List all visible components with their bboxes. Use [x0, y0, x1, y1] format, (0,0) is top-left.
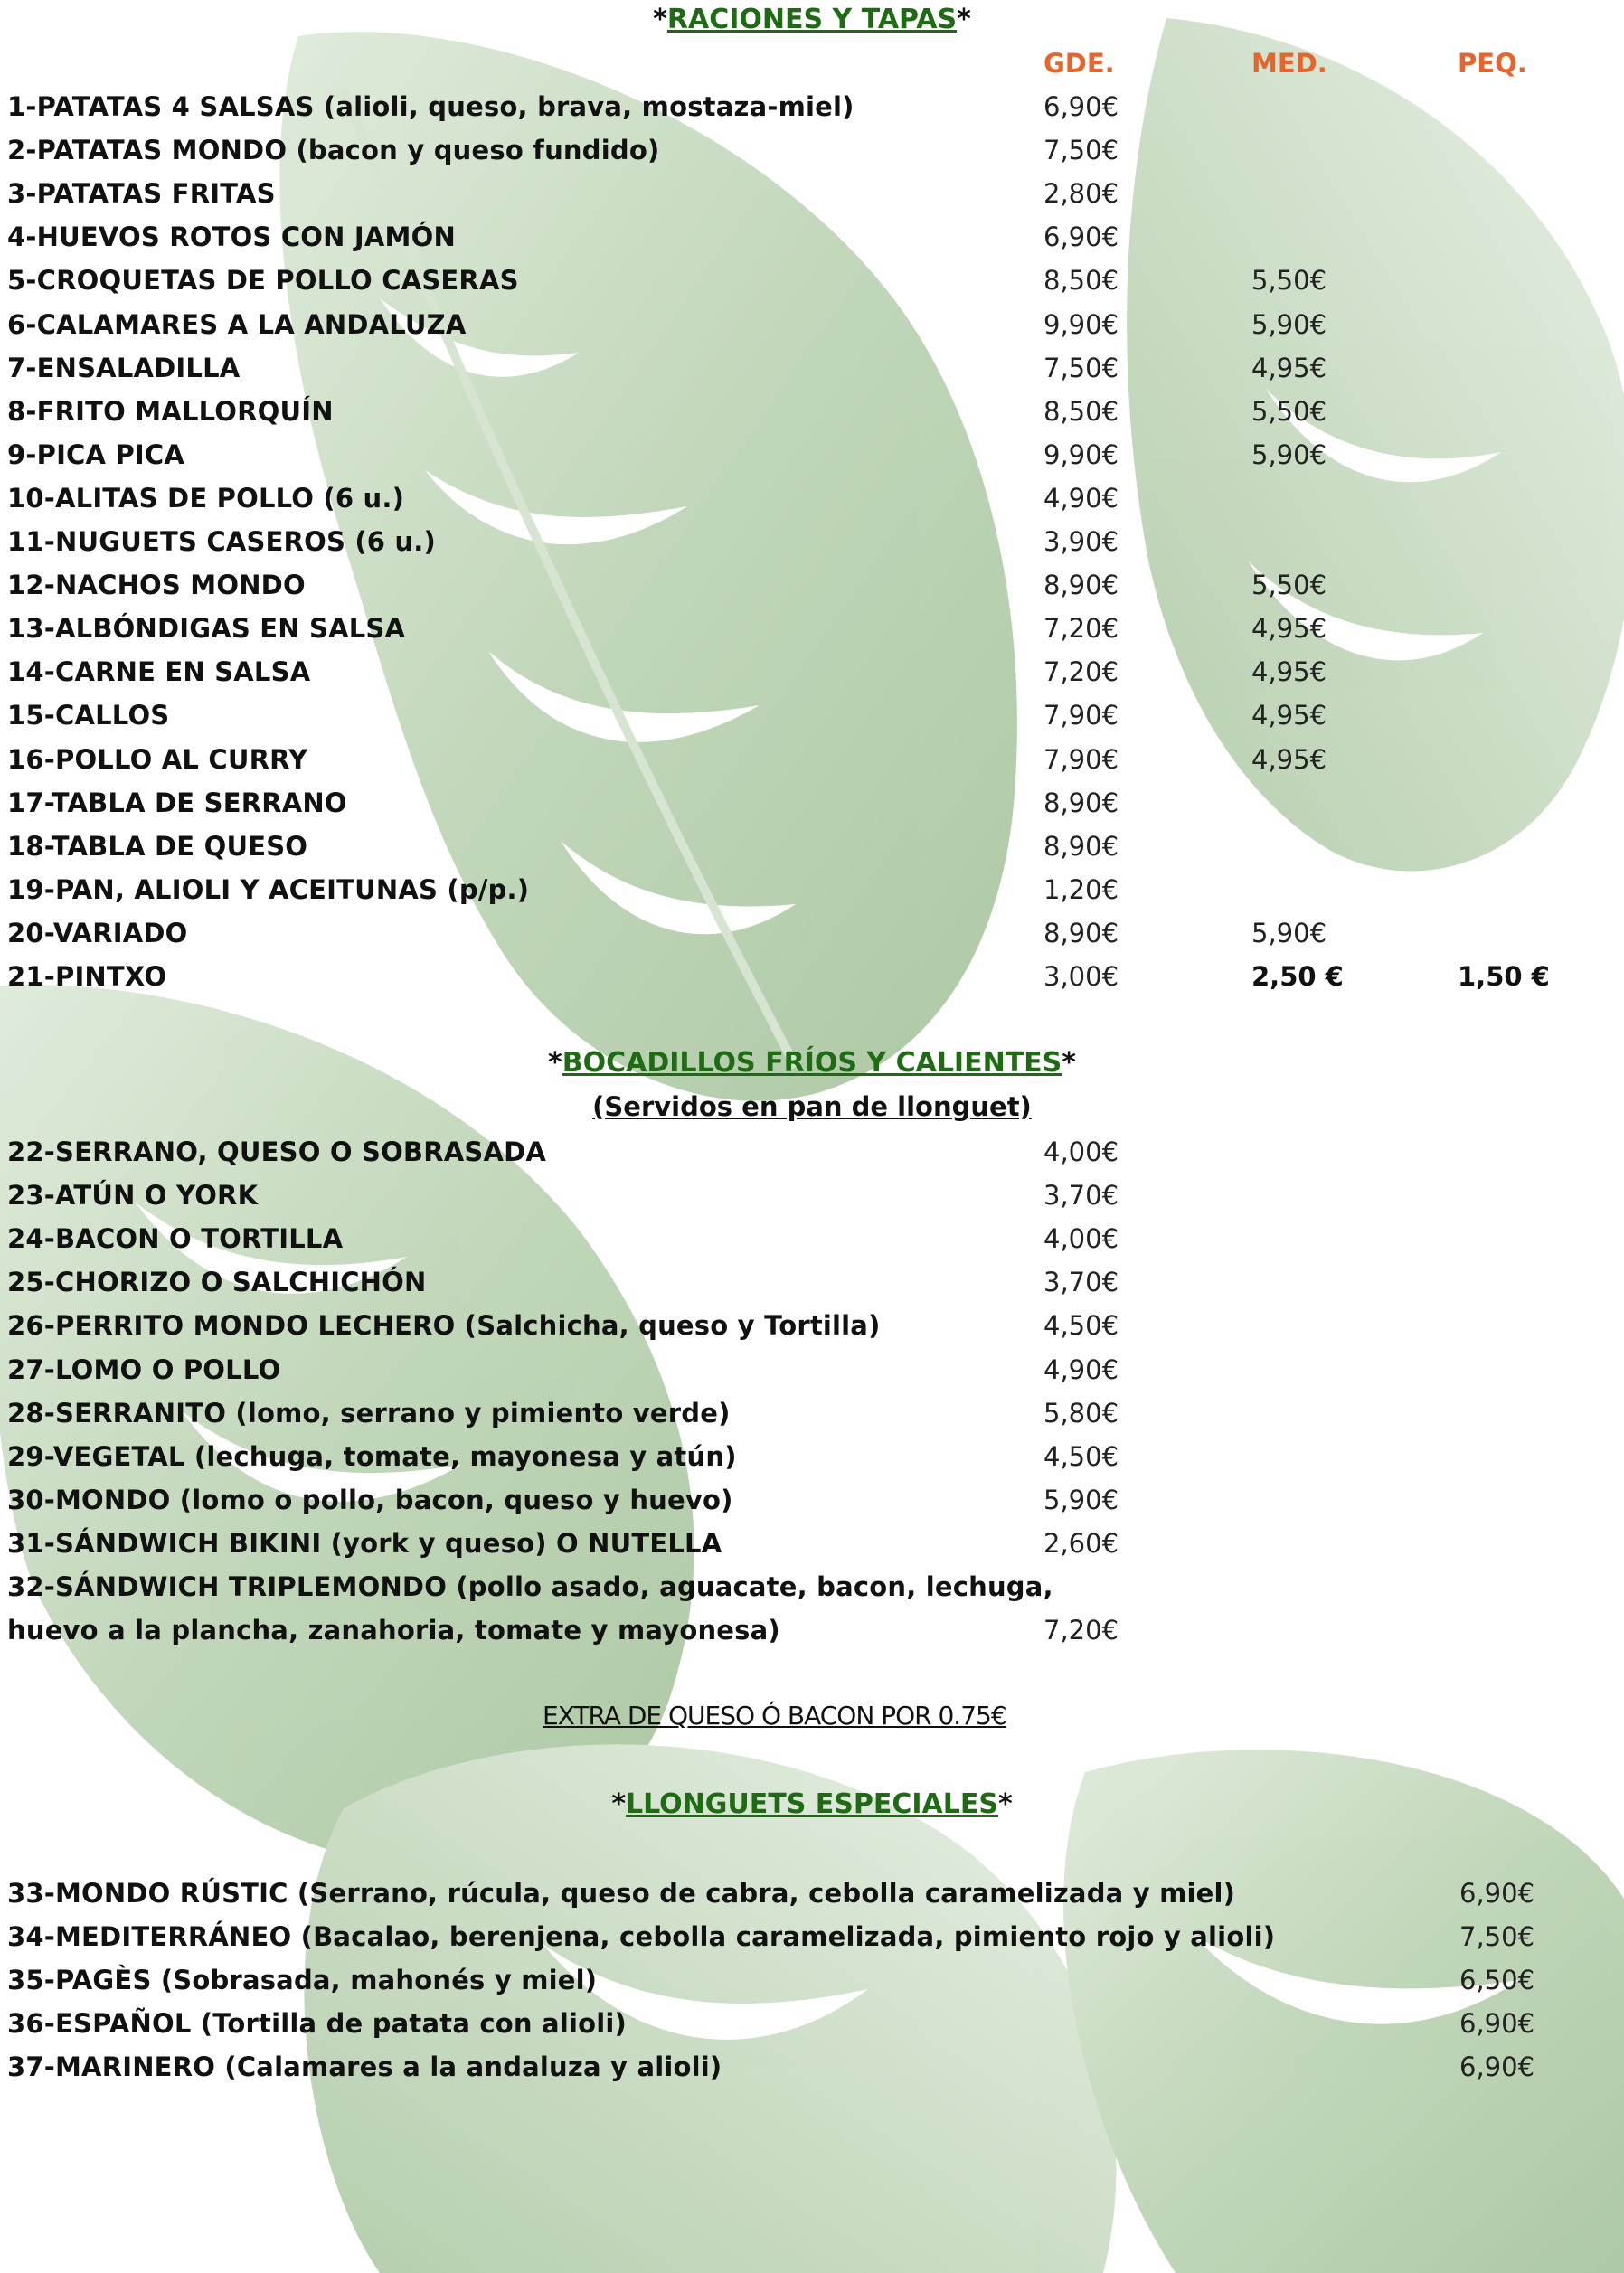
price-med: 4,95€	[1251, 700, 1327, 731]
menu-row	[0, 1565, 1624, 1608]
price-gde: 3,00€	[1043, 961, 1119, 992]
menu-row	[0, 476, 1624, 520]
item-name: 36-ESPAÑOL (Tortilla de patata con alioli)	[7, 2008, 627, 2040]
menu-row	[0, 1130, 1624, 1174]
menu-row	[0, 1304, 1624, 1347]
item-name: 16-POLLO AL CURRY	[7, 743, 308, 775]
price-gde: 6,90€	[1043, 222, 1119, 253]
section-title-bocadillos-text: BOCADILLOS FRÍOS Y CALIENTES	[562, 1047, 1062, 1079]
price-gde: 7,50€	[1043, 352, 1119, 383]
price-med: 5,50€	[1251, 395, 1327, 427]
item-name: 2-PATATAS MONDO (bacon y queso fundido)	[7, 135, 660, 166]
menu-row	[0, 781, 1624, 825]
item-name: 30-MONDO (lomo o pollo, bacon, queso y huevo)	[7, 1484, 733, 1515]
item-name: 34-MEDITERRÁNEO (Bacalao, berenjena, cebolla caramelizada, pimiento rojo y alioli)	[7, 1921, 1276, 1953]
item-price: 4,90€	[1043, 1353, 1119, 1385]
section-title-llonguets-text: LLONGUETS ESPECIALES	[626, 1788, 998, 1820]
item-name: 19-PAN, ALIOLI Y ACEITUNAS (p/p.)	[7, 873, 530, 905]
section-subtitle-bocadillos: (Servidos en pan de llonguet)	[592, 1091, 1032, 1122]
item-name: 9-PICA PICA	[7, 439, 185, 470]
price-med: 5,50€	[1251, 265, 1327, 297]
item-price: 4,50€	[1043, 1440, 1119, 1472]
item-price: 3,70€	[1043, 1267, 1119, 1298]
menu-row	[0, 1958, 1624, 2002]
item-name: 6-CALAMARES A LA ANDALUZA	[7, 308, 467, 340]
item-name: 24-BACON O TORTILLA	[7, 1223, 344, 1255]
menu-row	[0, 433, 1624, 476]
menu-row	[0, 1217, 1624, 1260]
item-price: 4,00€	[1043, 1223, 1119, 1255]
item-name: 29-VEGETAL (lechuga, tomate, mayonesa y atún)	[7, 1440, 737, 1472]
item-name: huevo a la plancha, zanahoria, tomate y mayonesa)	[7, 1615, 780, 1646]
menu-row	[0, 738, 1624, 781]
item-name: 15-CALLOS	[7, 700, 170, 731]
menu-row	[0, 1915, 1624, 1958]
column-header-med: MED.	[1251, 48, 1327, 79]
price-gde: 7,20€	[1043, 613, 1119, 645]
extra-note: EXTRA DE QUESO Ó BACON POR 0.75€	[543, 1701, 1006, 1731]
menu-row	[0, 1348, 1624, 1391]
price-gde: 7,90€	[1043, 743, 1119, 775]
item-name: 8-FRITO MALLORQUÍN	[7, 395, 334, 427]
menu-row	[0, 1391, 1624, 1435]
item-name: 10-ALITAS DE POLLO (6 u.)	[7, 482, 405, 514]
item-name: 12-NACHOS MONDO	[7, 570, 306, 601]
item-name: 1-PATATAS 4 SALSAS (alioli, queso, brava, mostaza-miel)	[7, 91, 854, 122]
price-gde: 3,90€	[1043, 526, 1119, 557]
item-name: 7-ENSALADILLA	[7, 352, 241, 383]
menu-row	[0, 1478, 1624, 1522]
item-name: 26-PERRITO MONDO LECHERO (Salchicha, queso y Tortilla)	[7, 1310, 881, 1342]
item-name: 23-ATÚN O YORK	[7, 1180, 259, 1212]
item-name: 31-SÁNDWICH BIKINI (york y queso) O NUTELLA	[7, 1527, 722, 1559]
menu-row	[0, 346, 1624, 390]
menu-row	[0, 693, 1624, 737]
price-gde: 7,50€	[1043, 135, 1119, 166]
item-name: 14-CARNE EN SALSA	[7, 656, 311, 688]
menu-row	[0, 1174, 1624, 1217]
menu-row	[0, 868, 1624, 911]
price-gde: 7,90€	[1043, 700, 1119, 731]
item-name: 20-VARIADO	[7, 917, 188, 948]
item-name: 11-NUGUETS CASEROS (6 u.)	[7, 526, 436, 557]
item-name: 25-CHORIZO O SALCHICHÓN	[7, 1267, 427, 1298]
section-title-raciones-text: RACIONES Y TAPAS	[666, 4, 958, 35]
menu-row	[0, 85, 1624, 128]
item-name: 3-PATATAS FRITAS	[7, 178, 276, 210]
item-name: 33-MONDO RÚSTIC (Serrano, rúcula, queso de cabra, cebolla caramelizada y miel)	[7, 1878, 1236, 1909]
menu-row	[0, 390, 1624, 433]
section-title-bocadillos: *BOCADILLOS FRÍOS Y CALIENTES*	[548, 1047, 1076, 1079]
price-med: 4,95€	[1251, 352, 1327, 383]
menu-row	[0, 1608, 1624, 1652]
menu-row	[0, 2002, 1624, 2045]
item-name: 27-LOMO O POLLO	[7, 1353, 281, 1385]
price-gde: 8,90€	[1043, 787, 1119, 818]
item-name: 21-PINTXO	[7, 961, 167, 992]
menu-row	[0, 520, 1624, 563]
menu-row	[0, 128, 1624, 172]
price-gde: 9,90€	[1043, 308, 1119, 340]
section-title-raciones: *RACIONES Y TAPAS*	[653, 4, 971, 35]
price-med: 5,90€	[1251, 917, 1327, 948]
price-peq: 1,50 €	[1458, 961, 1550, 992]
menu-row	[0, 650, 1624, 693]
item-price: 7,50€	[1459, 1921, 1535, 1953]
price-gde: 2,80€	[1043, 178, 1119, 210]
item-price: 6,90€	[1459, 2051, 1535, 2083]
price-gde: 8,90€	[1043, 570, 1119, 601]
price-gde: 7,20€	[1043, 656, 1119, 688]
price-gde: 4,90€	[1043, 482, 1119, 514]
menu-row	[0, 259, 1624, 302]
item-price: 4,00€	[1043, 1136, 1119, 1167]
column-header-peq: PEQ.	[1458, 48, 1527, 79]
menu-row	[0, 1435, 1624, 1478]
item-name: 18-TABLA DE QUESO	[7, 830, 308, 862]
item-name: 28-SERRANITO (lomo, serrano y pimiento verde)	[7, 1397, 731, 1429]
price-med: 4,95€	[1251, 613, 1327, 645]
item-price: 6,90€	[1459, 1878, 1535, 1909]
price-gde: 8,90€	[1043, 830, 1119, 862]
item-name: 4-HUEVOS ROTOS CON JAMÓN	[7, 222, 456, 253]
price-gde: 8,90€	[1043, 917, 1119, 948]
price-med: 5,50€	[1251, 570, 1327, 601]
price-gde: 8,50€	[1043, 395, 1119, 427]
item-price: 5,80€	[1043, 1397, 1119, 1429]
price-gde: 6,90€	[1043, 91, 1119, 122]
item-price: 7,20€	[1043, 1615, 1119, 1646]
item-name: 5-CROQUETAS DE POLLO CASERAS	[7, 265, 519, 297]
item-name: 35-PAGÈS (Sobrasada, mahonés y miel)	[7, 1965, 598, 1996]
item-price: 5,90€	[1043, 1484, 1119, 1515]
menu-row	[0, 215, 1624, 259]
price-med: 5,90€	[1251, 308, 1327, 340]
item-price: 2,60€	[1043, 1527, 1119, 1559]
item-price: 3,70€	[1043, 1180, 1119, 1212]
item-price: 4,50€	[1043, 1310, 1119, 1342]
menu-row	[0, 1872, 1624, 1915]
menu-row	[0, 607, 1624, 650]
item-price: 6,50€	[1459, 1965, 1535, 1996]
menu-row	[0, 1522, 1624, 1565]
item-name: 13-ALBÓNDIGAS EN SALSA	[7, 613, 406, 645]
item-price: 6,90€	[1459, 2008, 1535, 2040]
item-name: 22-SERRANO, QUESO O SOBRASADA	[7, 1136, 547, 1167]
menu-row	[0, 1260, 1624, 1304]
menu-row	[0, 911, 1624, 955]
item-name: 37-MARINERO (Calamares a la andaluza y alioli)	[7, 2051, 722, 2083]
section-title-llonguets: *LLONGUETS ESPECIALES*	[611, 1788, 1013, 1820]
price-med: 5,90€	[1251, 439, 1327, 470]
price-med: 2,50 €	[1251, 961, 1344, 992]
menu-row	[0, 563, 1624, 607]
price-med: 4,95€	[1251, 656, 1327, 688]
price-gde: 9,90€	[1043, 439, 1119, 470]
menu-row	[0, 303, 1624, 346]
menu-row	[0, 825, 1624, 868]
menu-row	[0, 955, 1624, 998]
column-header-gde: GDE.	[1043, 48, 1115, 79]
price-med: 4,95€	[1251, 743, 1327, 775]
price-gde: 1,20€	[1043, 873, 1119, 905]
menu-row	[0, 172, 1624, 215]
item-name: 32-SÁNDWICH TRIPLEMONDO (pollo asado, aguacate, bacon, lechuga,	[7, 1571, 1053, 1602]
price-gde: 8,50€	[1043, 265, 1119, 297]
item-name: 17-TABLA DE SERRANO	[7, 787, 347, 818]
menu-row	[0, 2045, 1624, 2089]
